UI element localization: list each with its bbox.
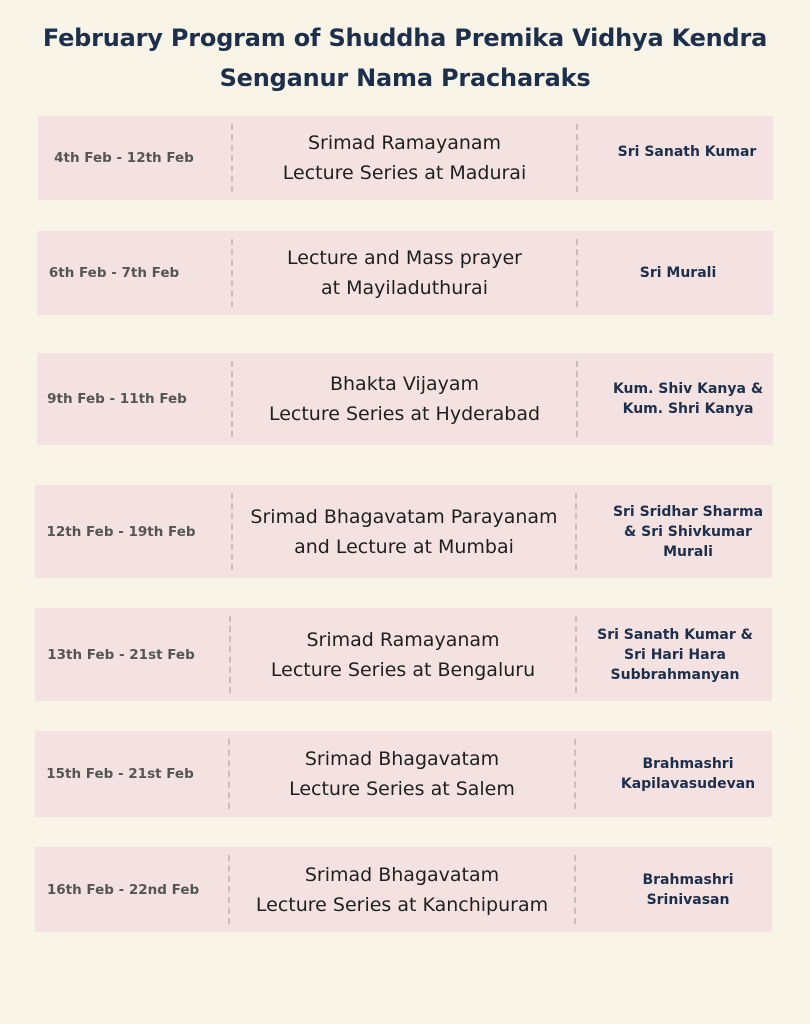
program-event	[231, 608, 575, 701]
program-event	[233, 116, 576, 200]
program-row	[35, 485, 772, 578]
program-speaker-line: Sri Murali	[639, 265, 717, 281]
program-speaker	[583, 231, 773, 315]
program-speaker-line: Sri Sridhar Sharma	[612, 503, 764, 520]
program-row	[35, 731, 772, 817]
program-speaker	[593, 847, 783, 932]
program-speaker-line: Subbrahmanyan	[610, 666, 740, 683]
program-event-line: Lecture Series at Salem	[289, 778, 515, 800]
program-speaker-line: Sri Hari Hara	[624, 646, 726, 663]
program-event-line: and Lecture at Mumbai	[294, 535, 514, 558]
program-event	[233, 231, 576, 315]
column-divider	[575, 493, 577, 570]
column-divider	[575, 616, 577, 693]
program-dates: 16th Feb - 22nd Feb	[46, 881, 200, 898]
program-event-line: Lecture Series at Madurai	[282, 162, 527, 184]
program-speaker-line: Kum. Shri Kanya	[622, 401, 754, 417]
program-event	[233, 353, 576, 445]
program-event-line: at Mayiladuthurai	[321, 277, 488, 299]
column-divider	[576, 239, 578, 307]
program-event	[233, 485, 575, 578]
page-title-line-2: Senganur Nama Pracharaks	[219, 64, 591, 92]
program-speaker-line: Sri Sanath Kumar	[617, 144, 757, 160]
program-row	[35, 608, 772, 701]
program-dates: 6th Feb - 7th Feb	[48, 265, 180, 281]
column-divider	[574, 739, 576, 809]
program-event-line: Srimad Bhagavatam	[304, 863, 500, 886]
program-speaker-line: Brahmashri	[642, 756, 734, 772]
program-event-line: Lecture and Mass prayer	[287, 247, 522, 269]
column-divider	[576, 361, 578, 437]
column-divider	[574, 855, 576, 924]
program-event-line: Srimad Bhagavatam	[304, 748, 500, 770]
program-event	[230, 731, 574, 817]
column-divider	[576, 124, 578, 192]
program-dates: 15th Feb - 21st Feb	[46, 766, 194, 782]
program-event-line: Lecture Series at Bengaluru	[270, 658, 536, 681]
program-speaker-line: Kum. Shiv Kanya &	[612, 381, 764, 397]
program-speaker	[593, 485, 783, 578]
program-speaker-line: Brahmashri	[642, 871, 734, 888]
page-title-line-1: February Program of Shuddha Premika Vidhya Kendra	[42, 24, 768, 52]
program-speaker	[593, 731, 783, 817]
program-event-line: Lecture Series at Hyderabad	[268, 403, 541, 425]
program-speaker-line: Murali	[663, 543, 713, 560]
program-speaker-line: Kapilavasudevan	[620, 776, 756, 792]
program-event-line: Srimad Bhagavatam Parayanam	[250, 505, 558, 528]
program-dates: 13th Feb - 21st Feb	[47, 646, 195, 663]
program-dates: 12th Feb - 19th Feb	[46, 523, 196, 540]
program-dates: 9th Feb - 11th Feb	[47, 391, 187, 407]
program-speaker-line: Srinivasan	[646, 891, 730, 908]
program-speaker	[592, 116, 782, 200]
program-event-line: Srimad Ramayanam	[307, 132, 502, 154]
program-speaker-line: Sri Sanath Kumar &	[597, 626, 753, 643]
program-event-line: Lecture Series at Kanchipuram	[255, 893, 549, 916]
program-row	[38, 116, 773, 200]
program-row	[37, 231, 773, 315]
program-event-line: Srimad Ramayanam	[306, 628, 500, 651]
program-event-line: Bhakta Vijayam	[329, 373, 480, 395]
program-speaker	[580, 608, 770, 701]
program-row	[37, 353, 773, 445]
program-row	[35, 847, 772, 932]
program-dates: 4th Feb - 12th Feb	[54, 150, 194, 166]
program-speaker	[593, 353, 783, 445]
program-event	[230, 847, 574, 932]
program-speaker-line: & Sri Shivkumar	[624, 523, 752, 540]
